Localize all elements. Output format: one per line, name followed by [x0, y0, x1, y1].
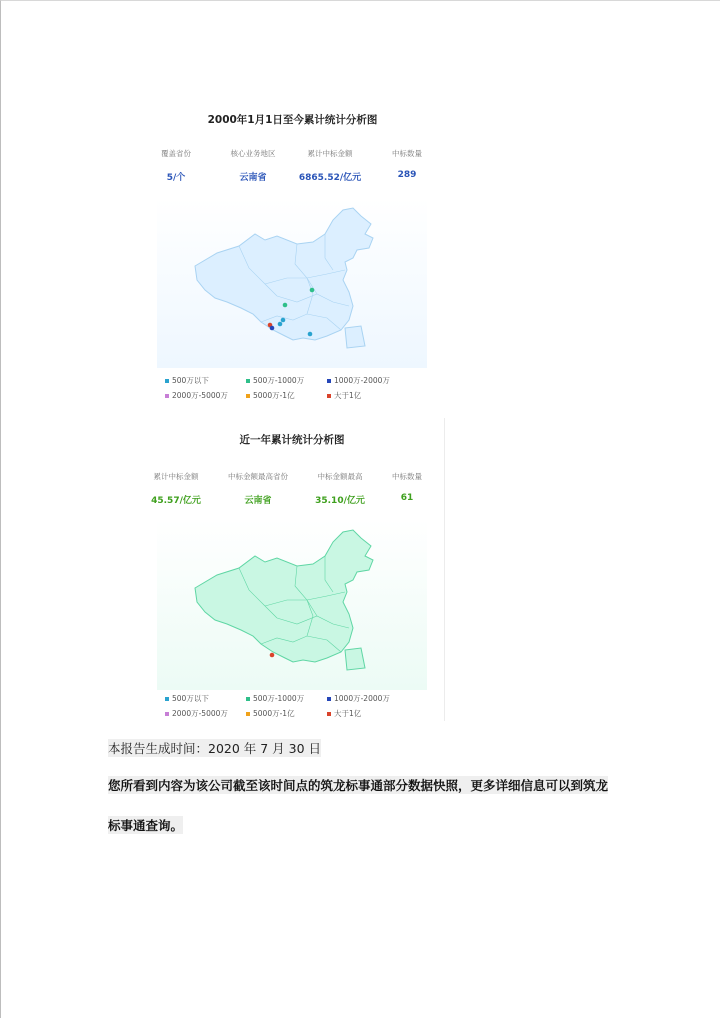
legend-item-over-100m: 大于1亿	[327, 390, 361, 401]
stat-value: 45.57/亿元	[151, 496, 201, 506]
report-generated-time: 本报告生成时间：2020 年 7 月 30 日	[108, 741, 322, 756]
stat-covered-provinces	[136, 148, 216, 183]
bid-point	[270, 326, 275, 331]
stat-bid-count	[367, 471, 447, 503]
stat-total-amount	[136, 471, 216, 506]
panel-title: 2000年1月1日至今累计统计分析图	[207, 114, 378, 126]
bid-points	[270, 653, 275, 658]
stat-value: 云南省	[244, 496, 272, 506]
legend-item-50m-100m: 5000万-1亿	[246, 390, 327, 401]
stat-label: 累计中标金额	[307, 149, 353, 158]
panel-title: 近一年累计统计分析图	[239, 434, 345, 446]
stat-top-province	[218, 471, 298, 506]
legend-swatch	[327, 712, 331, 716]
snapshot-notice-line-1: 您所看到内容为该公司截至该时间点的筑龙标事通部分数据快照，更多详细信息可以到筑龙	[108, 778, 609, 793]
bid-point	[281, 318, 286, 323]
legend-swatch	[165, 394, 169, 398]
stat-label: 中标数量	[392, 149, 422, 158]
china-map	[157, 520, 427, 690]
snapshot-notice-line-2: 标事通查询。	[108, 818, 184, 833]
legend-swatch	[246, 697, 250, 701]
china-map-svg	[157, 520, 427, 690]
legend-item-10m-20m: 1000万-2000万	[327, 375, 390, 386]
stat-value: 35.10/亿元	[315, 496, 365, 506]
china-map	[157, 198, 427, 368]
legend-item-50m-100m: 5000万-1亿	[246, 708, 327, 719]
legend-item-5m-10m: 500万-1000万	[246, 693, 327, 704]
stat-value: 289	[397, 170, 417, 180]
china-map-svg	[157, 198, 427, 368]
legend-swatch	[327, 697, 331, 701]
legend-item-20m-50m: 2000万-5000万	[165, 390, 246, 401]
stat-label: 中标金额最高	[317, 472, 363, 481]
legend-item-20m-50m: 2000万-5000万	[165, 708, 246, 719]
legend-swatch	[327, 379, 331, 383]
bid-point	[283, 303, 288, 308]
bid-point	[310, 288, 315, 293]
legend-swatch	[165, 697, 169, 701]
stat-label: 核心业务地区	[230, 149, 276, 158]
stat-value: 云南省	[239, 173, 267, 183]
legend-swatch	[165, 712, 169, 716]
stat-bid-count	[367, 148, 447, 180]
legend-swatch	[246, 712, 250, 716]
china-outline	[195, 208, 373, 348]
stat-label: 覆盖省份	[161, 149, 191, 158]
legend-swatch	[246, 379, 250, 383]
stat-value: 61	[400, 493, 414, 503]
stat-value: 5/个	[166, 173, 186, 183]
map-legend	[165, 373, 435, 403]
bid-point	[308, 332, 313, 337]
legend-item-10m-20m: 1000万-2000万	[327, 693, 390, 704]
china-outline	[195, 530, 373, 670]
bid-point	[270, 653, 275, 658]
stat-label: 中标数量	[392, 472, 422, 481]
stat-total-amount	[290, 148, 370, 183]
stat-core-region	[213, 148, 293, 183]
map-legend	[165, 691, 435, 721]
legend-item-under-5m: 500万以下	[165, 375, 246, 386]
stat-label: 中标金额最高省份	[228, 472, 288, 481]
stat-value: 6865.52/亿元	[298, 173, 362, 183]
recent-year-stats-panel	[140, 418, 445, 721]
bid-point	[278, 322, 283, 327]
stat-label: 累计中标金额	[153, 472, 199, 481]
legend-item-under-5m: 500万以下	[165, 693, 246, 704]
cumulative-stats-panel	[140, 98, 445, 401]
legend-swatch	[165, 379, 169, 383]
legend-swatch	[246, 394, 250, 398]
legend-item-5m-10m: 500万-1000万	[246, 375, 327, 386]
legend-swatch	[327, 394, 331, 398]
legend-item-over-100m: 大于1亿	[327, 708, 361, 719]
